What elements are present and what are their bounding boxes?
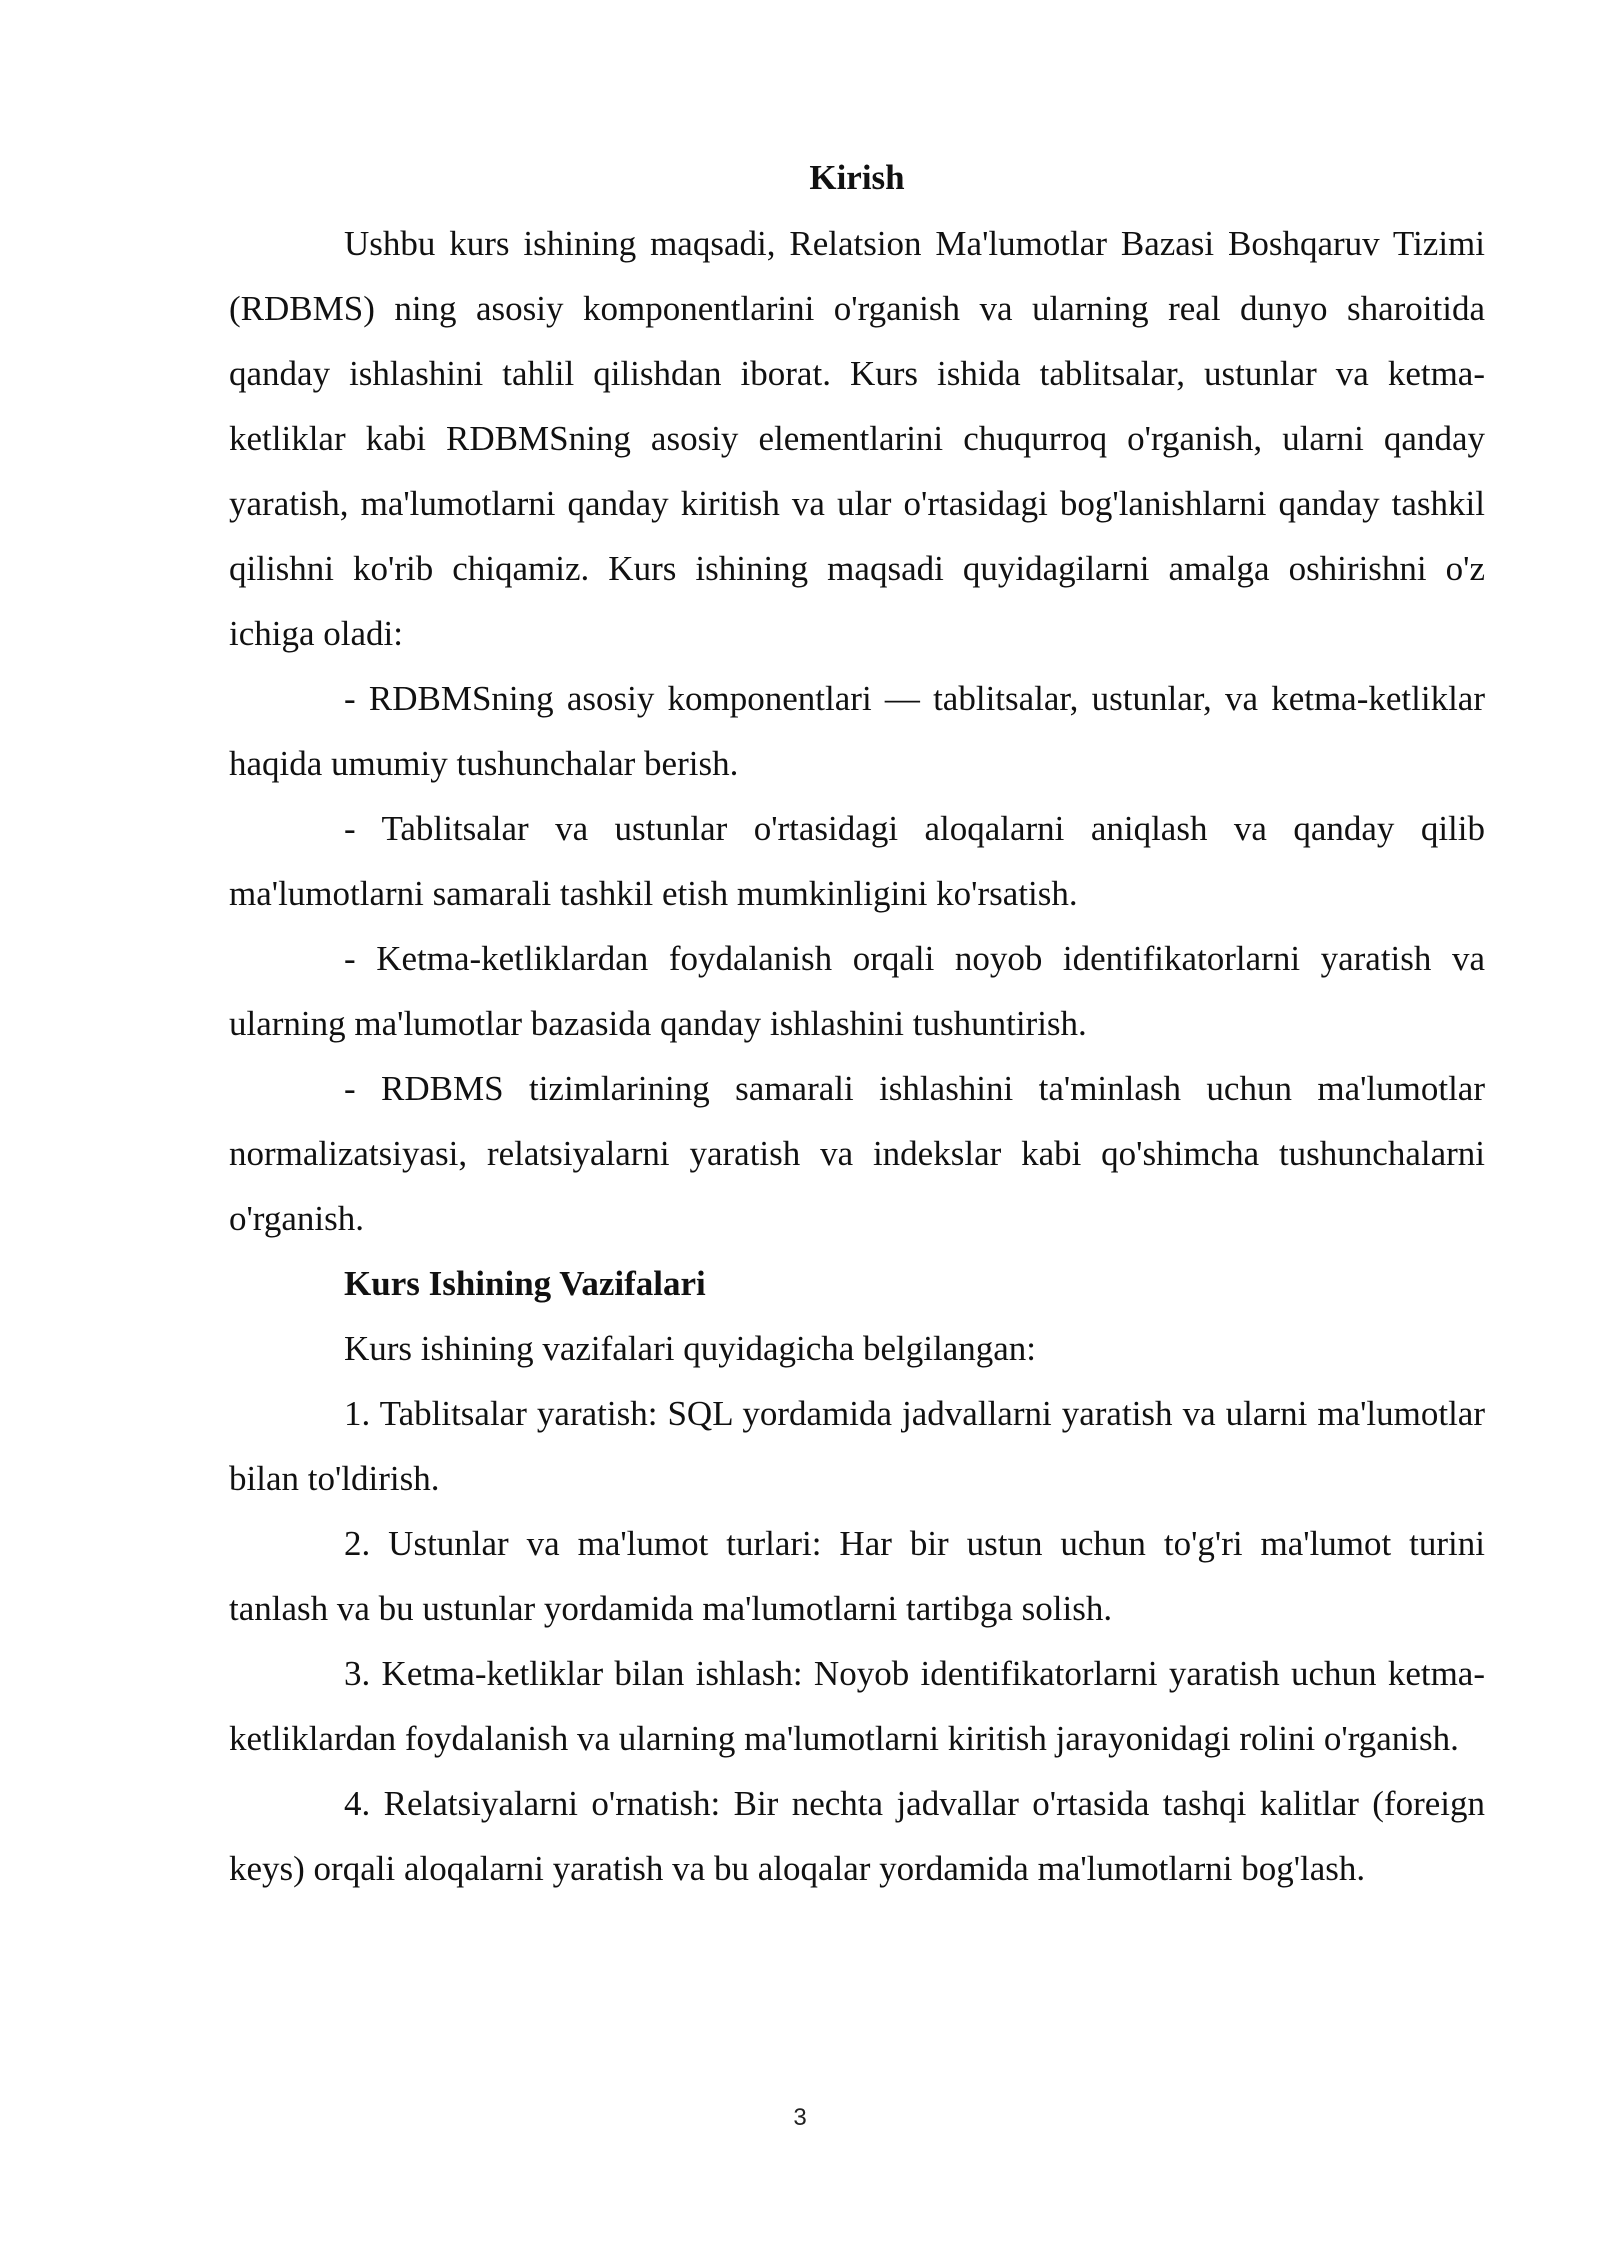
tasks-intro: Kurs ishining vazifalari quyidagicha belgilangan: [344,1329,1037,1368]
intro-paragraph: Ushbu kurs ishining maqsadi, Relatsion Ma'lumotlar Bazasi Boshqaruv Tizimi (RDBMS) ning asosiy komponentlarini o'rganish va ularning real dunyo sharoitida qanday ishlashini tahlil qilishdan iborat. Kurs ishida tablitsalar, ustunlar va ketma-ketliklar kabi RDBMSning asosiy elementlarini chuqurroq o'rganish, ularni qanday yaratish, ma'lumotlarni qanday kiritish va ular o'rtasidagi bog'lanishlarni qanday tashkil qilishni ko'rib chiqamiz. Kurs ishining maqsadi quyidagilarni amalga oshirishni o'z ichiga oladi: [229,224,1485,653]
page-title: Kirish [809,158,905,197]
task-item-4: 4. Relatsiyalarni o'rnatish: Bir nechta jadvallar o'rtasida tashqi kalitlar (foreign keys) orqali aloqalarni yaratish va bu aloqalar yordamida ma'lumotlarni bog'lash. [229,1784,1485,1888]
task-item-3: 3. Ketma-ketliklar bilan ishlash: Noyob identifikatorlarni yaratish uchun ketma-ketliklardan foydalanish va ularning ma'lumotlarni kiritish jarayonidagi rolini o'rganish. [229,1654,1485,1758]
goal-item-normalization: - RDBMS tizimlarining samarali ishlashini ta'minlash uchun ma'lumotlar normalizatsiyasi, relatsiyalarni yaratish va indekslar kabi qo'shimcha tushunchalarni o'rganish. [229,1069,1485,1238]
goal-item-components: - RDBMSning asosiy komponentlari — tablitsalar, ustunlar, va ketma-ketliklar haqida umumiy tushunchalar berish. [229,679,1485,783]
task-item-2: 2. Ustunlar va ma'lumot turlari: Har bir ustun uchun to'g'ri ma'lumot turini tanlash va bu ustunlar yordamida ma'lumotlarni tartibga solish. [229,1524,1485,1628]
task-item-1: 1. Tablitsalar yaratish: SQL yordamida jadvallarni yaratish va ularni ma'lumotlar bilan to'ldirish. [229,1394,1485,1498]
section-heading: Kurs Ishining Vazifalari [344,1264,706,1303]
page-number: 3 [793,2104,807,2131]
goal-item-relations: - Tablitsalar va ustunlar o'rtasidagi aloqalarni aniqlash va qanday qilib ma'lumotlarni samarali tashkil etish mumkinligini ko'rsatish. [229,809,1485,913]
goal-item-sequences: - Ketma-ketliklardan foydalanish orqali noyob identifikatorlarni yaratish va ularning ma'lumotlar bazasida qanday ishlashini tushuntirish. [229,939,1485,1043]
page-content [229,145,1485,1901]
